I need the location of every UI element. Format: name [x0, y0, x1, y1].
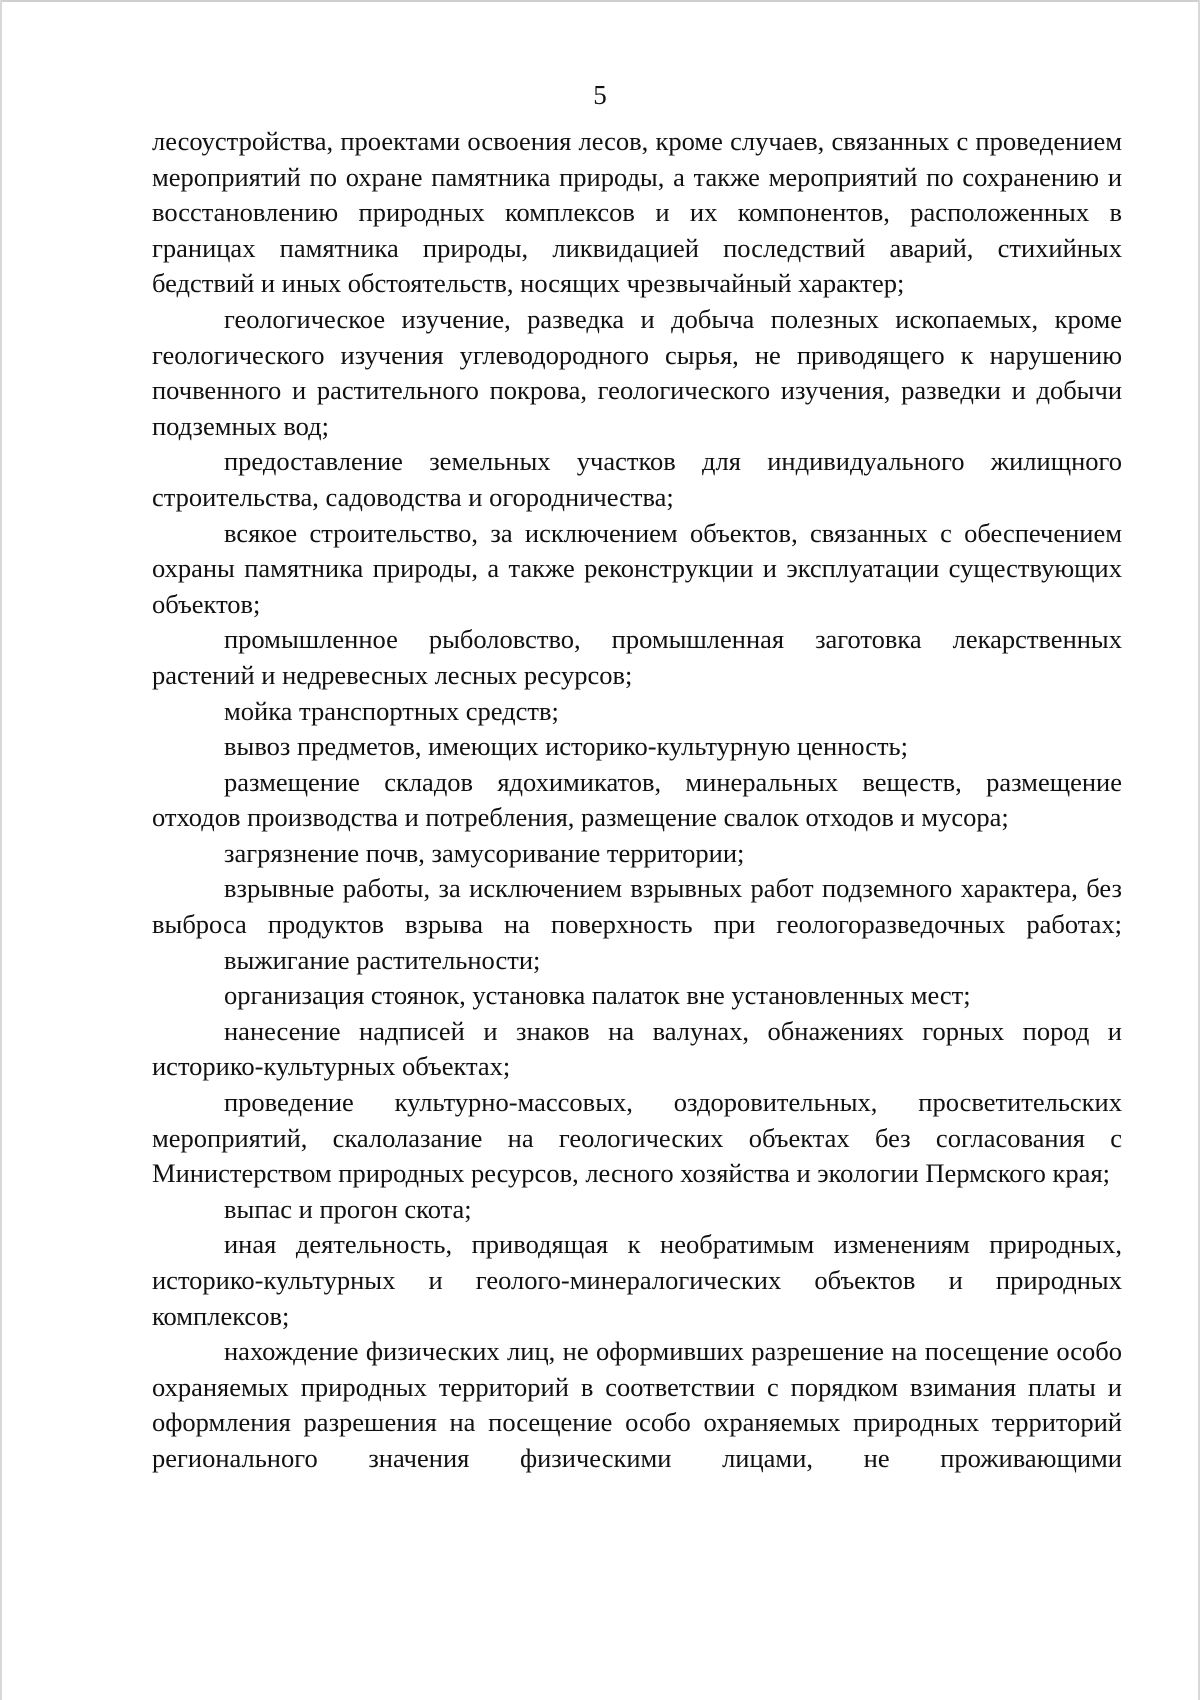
paragraph-soil-pollution: загрязнение почв, замусоривание территории; [224, 837, 745, 868]
paragraph-camping: организация стоянок, установка палаток вне установленных мест; [224, 980, 971, 1011]
paragraph-other-activity: иная деятельность, приводящая к необратимым изменениям природных, историко-культурных и геолого-минералогических объектов и природных комплексов; [152, 1229, 1122, 1331]
paragraph-grazing: выпас и прогон скота; [224, 1193, 472, 1224]
paragraph-vehicle-washing: мойка транспортных средств; [224, 695, 559, 726]
paragraph-inscriptions: нанесение надписей и знаков на валунах, обнажениях горных пород и историко-культурных объектах; [152, 1015, 1122, 1082]
paragraph-blasting: взрывные работы, за исключением взрывных работ подземного характера, без выброса продуктов взрыва на поверхность при геологоразведочных работах; [152, 873, 1122, 940]
paragraph-construction: всякое строительство, за исключением объектов, связанных с обеспечением охраны памятника природы, а также реконструкции и эксплуатации существующих объектов; [152, 517, 1122, 619]
paragraph-geological-exploration: геологическое изучение, разведка и добыча полезных ископаемых, кроме геологического изучения углеводородного сырья, не приводящего к нарушению почвенного и растительного покрова, геологического изучения, разведки и добычи подземных вод; [152, 303, 1122, 441]
paragraph-export-of-objects: вывоз предметов, имеющих историко-культурную ценность; [224, 731, 909, 762]
scan-left-edge [0, 0, 2, 1700]
paragraph-warehouses-waste: размещение складов ядохимикатов, минеральных веществ, размещение отходов производства и потребления, размещение свалок отходов и мусора; [152, 766, 1122, 833]
paragraph-mass-events: проведение культурно-массовых, оздоровительных, просветительских мероприятий, скалолазание на геологических объектах без согласования с Министерством природных ресурсов, лесного хозяйства и экологии Пермского края; [152, 1087, 1122, 1189]
paragraph-burning-vegetation: выжигание растительности; [224, 944, 541, 975]
page-number: 5 [593, 80, 607, 110]
paragraph-visitors-without-permit: нахождение физических лиц, не оформивших разрешение на посещение особо охраняемых природных территорий в соответствии с порядком взимания платы и оформления разрешения на посещение особо охраняемых природных территорий регионального значения физическими лицами, не проживающими [152, 1336, 1122, 1473]
scan-top-edge [0, 0, 1200, 2]
paragraph-continuation: лесоустройства, проектами освоения лесов, кроме случаев, связанных с проведением мероприятий по охране памятника природы, а также мероприятий по сохранению и восстановлению природных комплексов и их компонентов, расположенных в границах памятника природы, ликвидацией последствий аварий, стихийных бедствий и иных обстоятельств, носящих чрезвычайный характер; [152, 126, 1122, 299]
paragraph-industrial-fishing: промышленное рыболовство, промышленная заготовка лекарственных растений и недревесных лесных ресурсов; [152, 624, 1122, 690]
paragraph-land-plots: предоставление земельных участков для индивидуального жилищного строительства, садоводства и огородничества; [152, 446, 1122, 512]
document-body [152, 124, 1122, 1477]
